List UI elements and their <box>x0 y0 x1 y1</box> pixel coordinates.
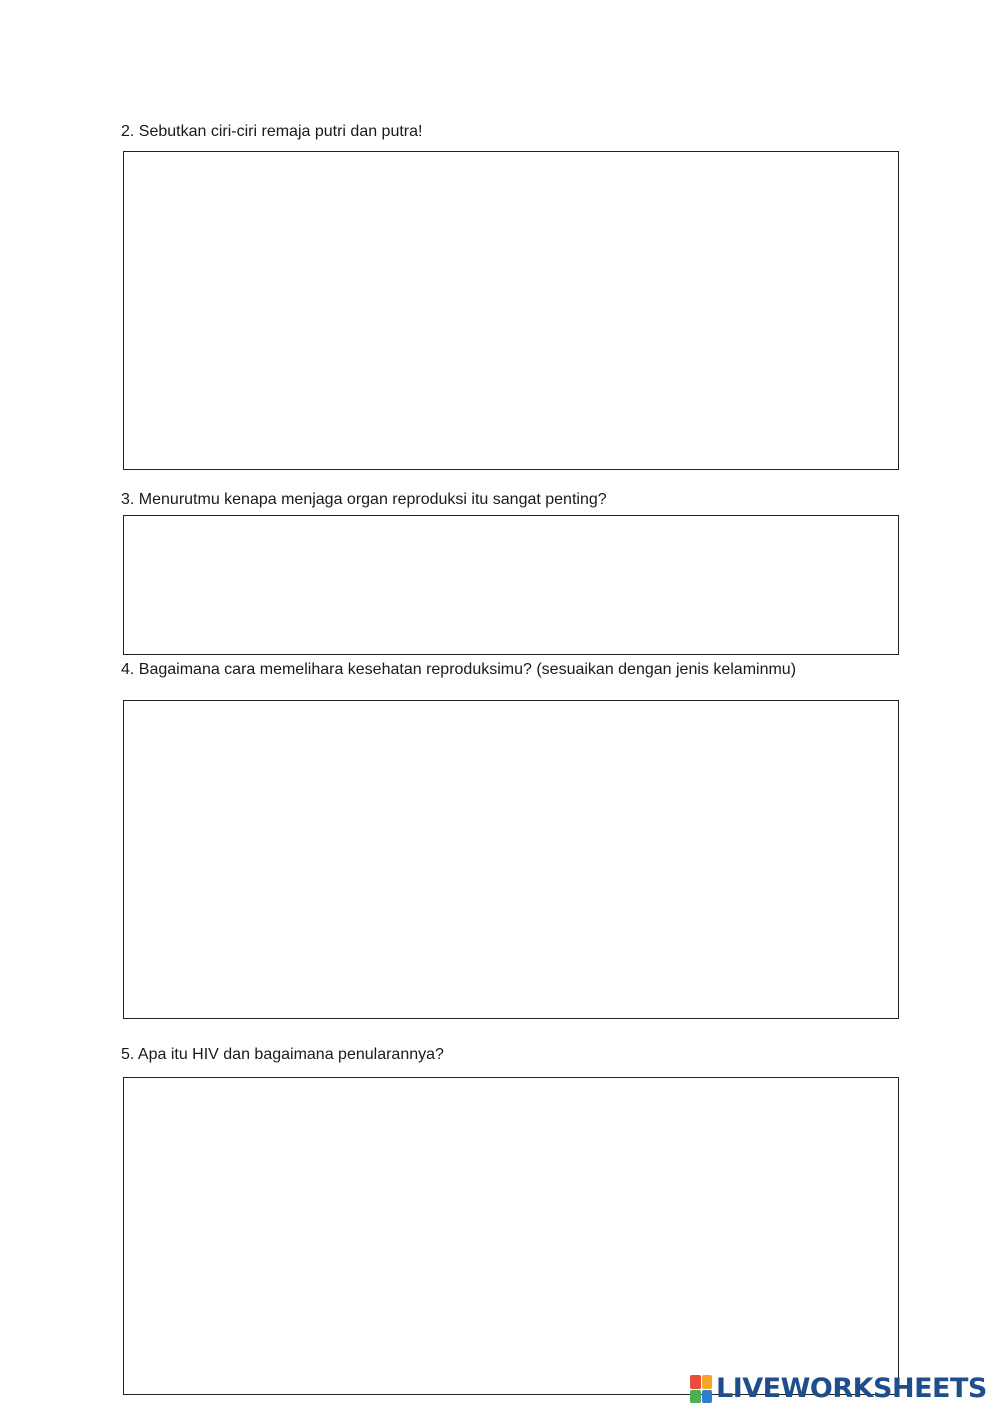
answer-box-3[interactable] <box>123 515 899 655</box>
question-2: 2. Sebutkan ciri-ciri remaja putri dan putra! <box>121 123 423 140</box>
logo-square-orange <box>702 1375 713 1389</box>
logo-square-red <box>690 1375 701 1389</box>
logo-square-blue <box>702 1390 713 1404</box>
liveworksheets-logo-icon <box>690 1375 712 1403</box>
question-3: 3. Menurutmu kenapa menjaga organ reproduksi itu sangat penting? <box>121 491 607 508</box>
question-4: 4. Bagaimana cara memelihara kesehatan reproduksimu? (sesuaikan dengan jenis kelaminmu) <box>121 661 797 678</box>
answer-box-5[interactable] <box>123 1077 899 1395</box>
question-5: 5. Apa itu HIV dan bagaimana penularannya? <box>121 1046 444 1063</box>
answer-box-4[interactable] <box>123 700 899 1019</box>
answer-box-2[interactable] <box>123 151 899 470</box>
liveworksheets-brand-text: LIVEWORKSHEETS <box>716 1373 987 1404</box>
logo-square-green <box>690 1390 701 1404</box>
liveworksheets-watermark <box>690 1372 987 1406</box>
